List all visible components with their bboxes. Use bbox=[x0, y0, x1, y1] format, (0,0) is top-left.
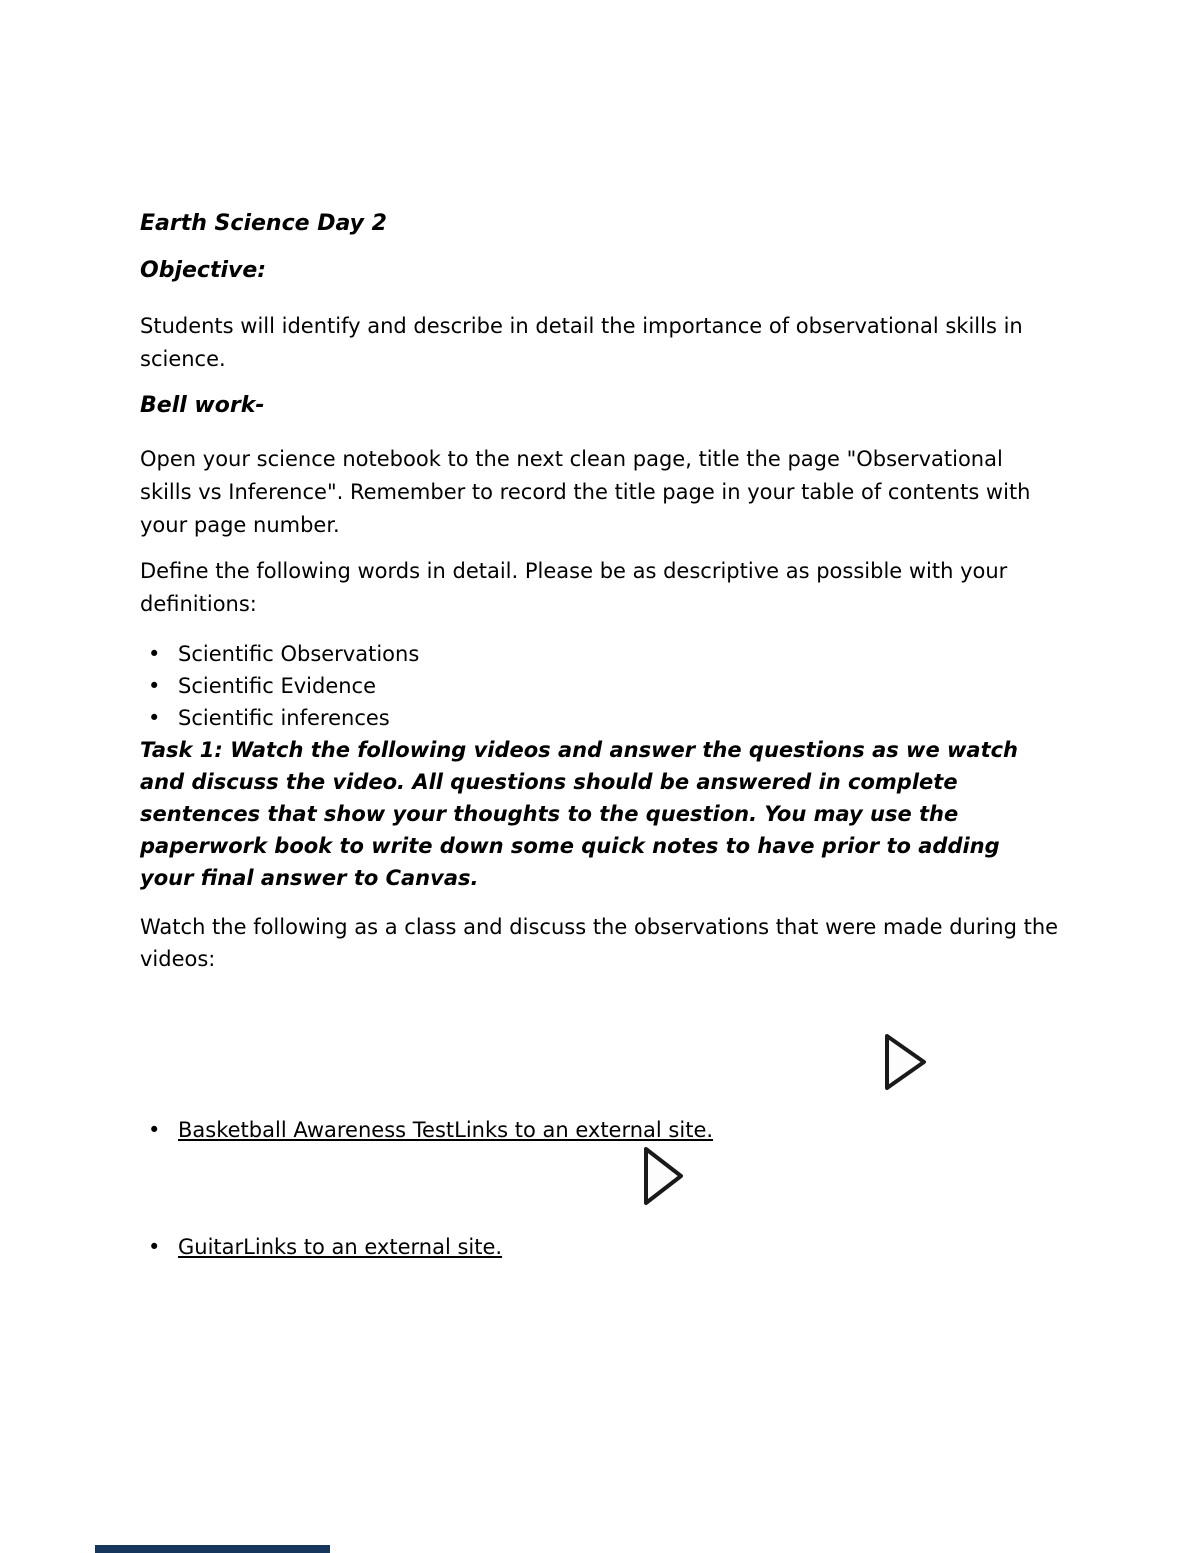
objective-heading: Objective: bbox=[140, 258, 267, 283]
bellwork-heading: Bell work- bbox=[140, 393, 265, 418]
definitions-intro: Define the following words in detail. Please be as descriptive as possible with your definitions: bbox=[140, 559, 1008, 616]
list-item bbox=[140, 1114, 1060, 1146]
video-link-list bbox=[140, 1114, 1060, 1146]
definitions-list bbox=[140, 638, 1060, 734]
list-item: • Scientific Evidence bbox=[140, 670, 1060, 702]
watch-intro: Watch the following as a class and discuss the observations that were made during the videos: bbox=[140, 915, 1059, 971]
video-play-icon[interactable] bbox=[883, 1033, 928, 1091]
embed-footer-bar bbox=[95, 1545, 330, 1553]
list-item bbox=[140, 1231, 1060, 1263]
video-link-list bbox=[140, 1231, 1060, 1263]
objective-text: Students will identify and describe in detail the importance of observational skills in science. bbox=[140, 314, 1023, 371]
bellwork-instructions: Open your science notebook to the next clean page, title the page "Observational skills vs Inference". Remember to record the title page in your table of contents with your page number. bbox=[140, 447, 1031, 537]
page-title: Earth Science Day 2 bbox=[140, 211, 387, 236]
task1-heading: Task 1: Watch the following videos and answer the questions as we watch and discuss the video. All questions should be answered in complete sentences that show your thoughts to the question. You may use the paperwork book to write down some quick notes to have prior to adding your final answer to Canvas. bbox=[140, 738, 1019, 890]
video-link-basketball[interactable]: Basketball Awareness TestLinks to an external site. bbox=[178, 1118, 714, 1142]
list-item: • Scientific Observations bbox=[140, 638, 1060, 670]
list-item: • Scientific inferences bbox=[140, 702, 1060, 734]
video-play-icon[interactable] bbox=[642, 1146, 685, 1206]
video-link-guitar[interactable]: GuitarLinks to an external site. bbox=[178, 1235, 503, 1259]
